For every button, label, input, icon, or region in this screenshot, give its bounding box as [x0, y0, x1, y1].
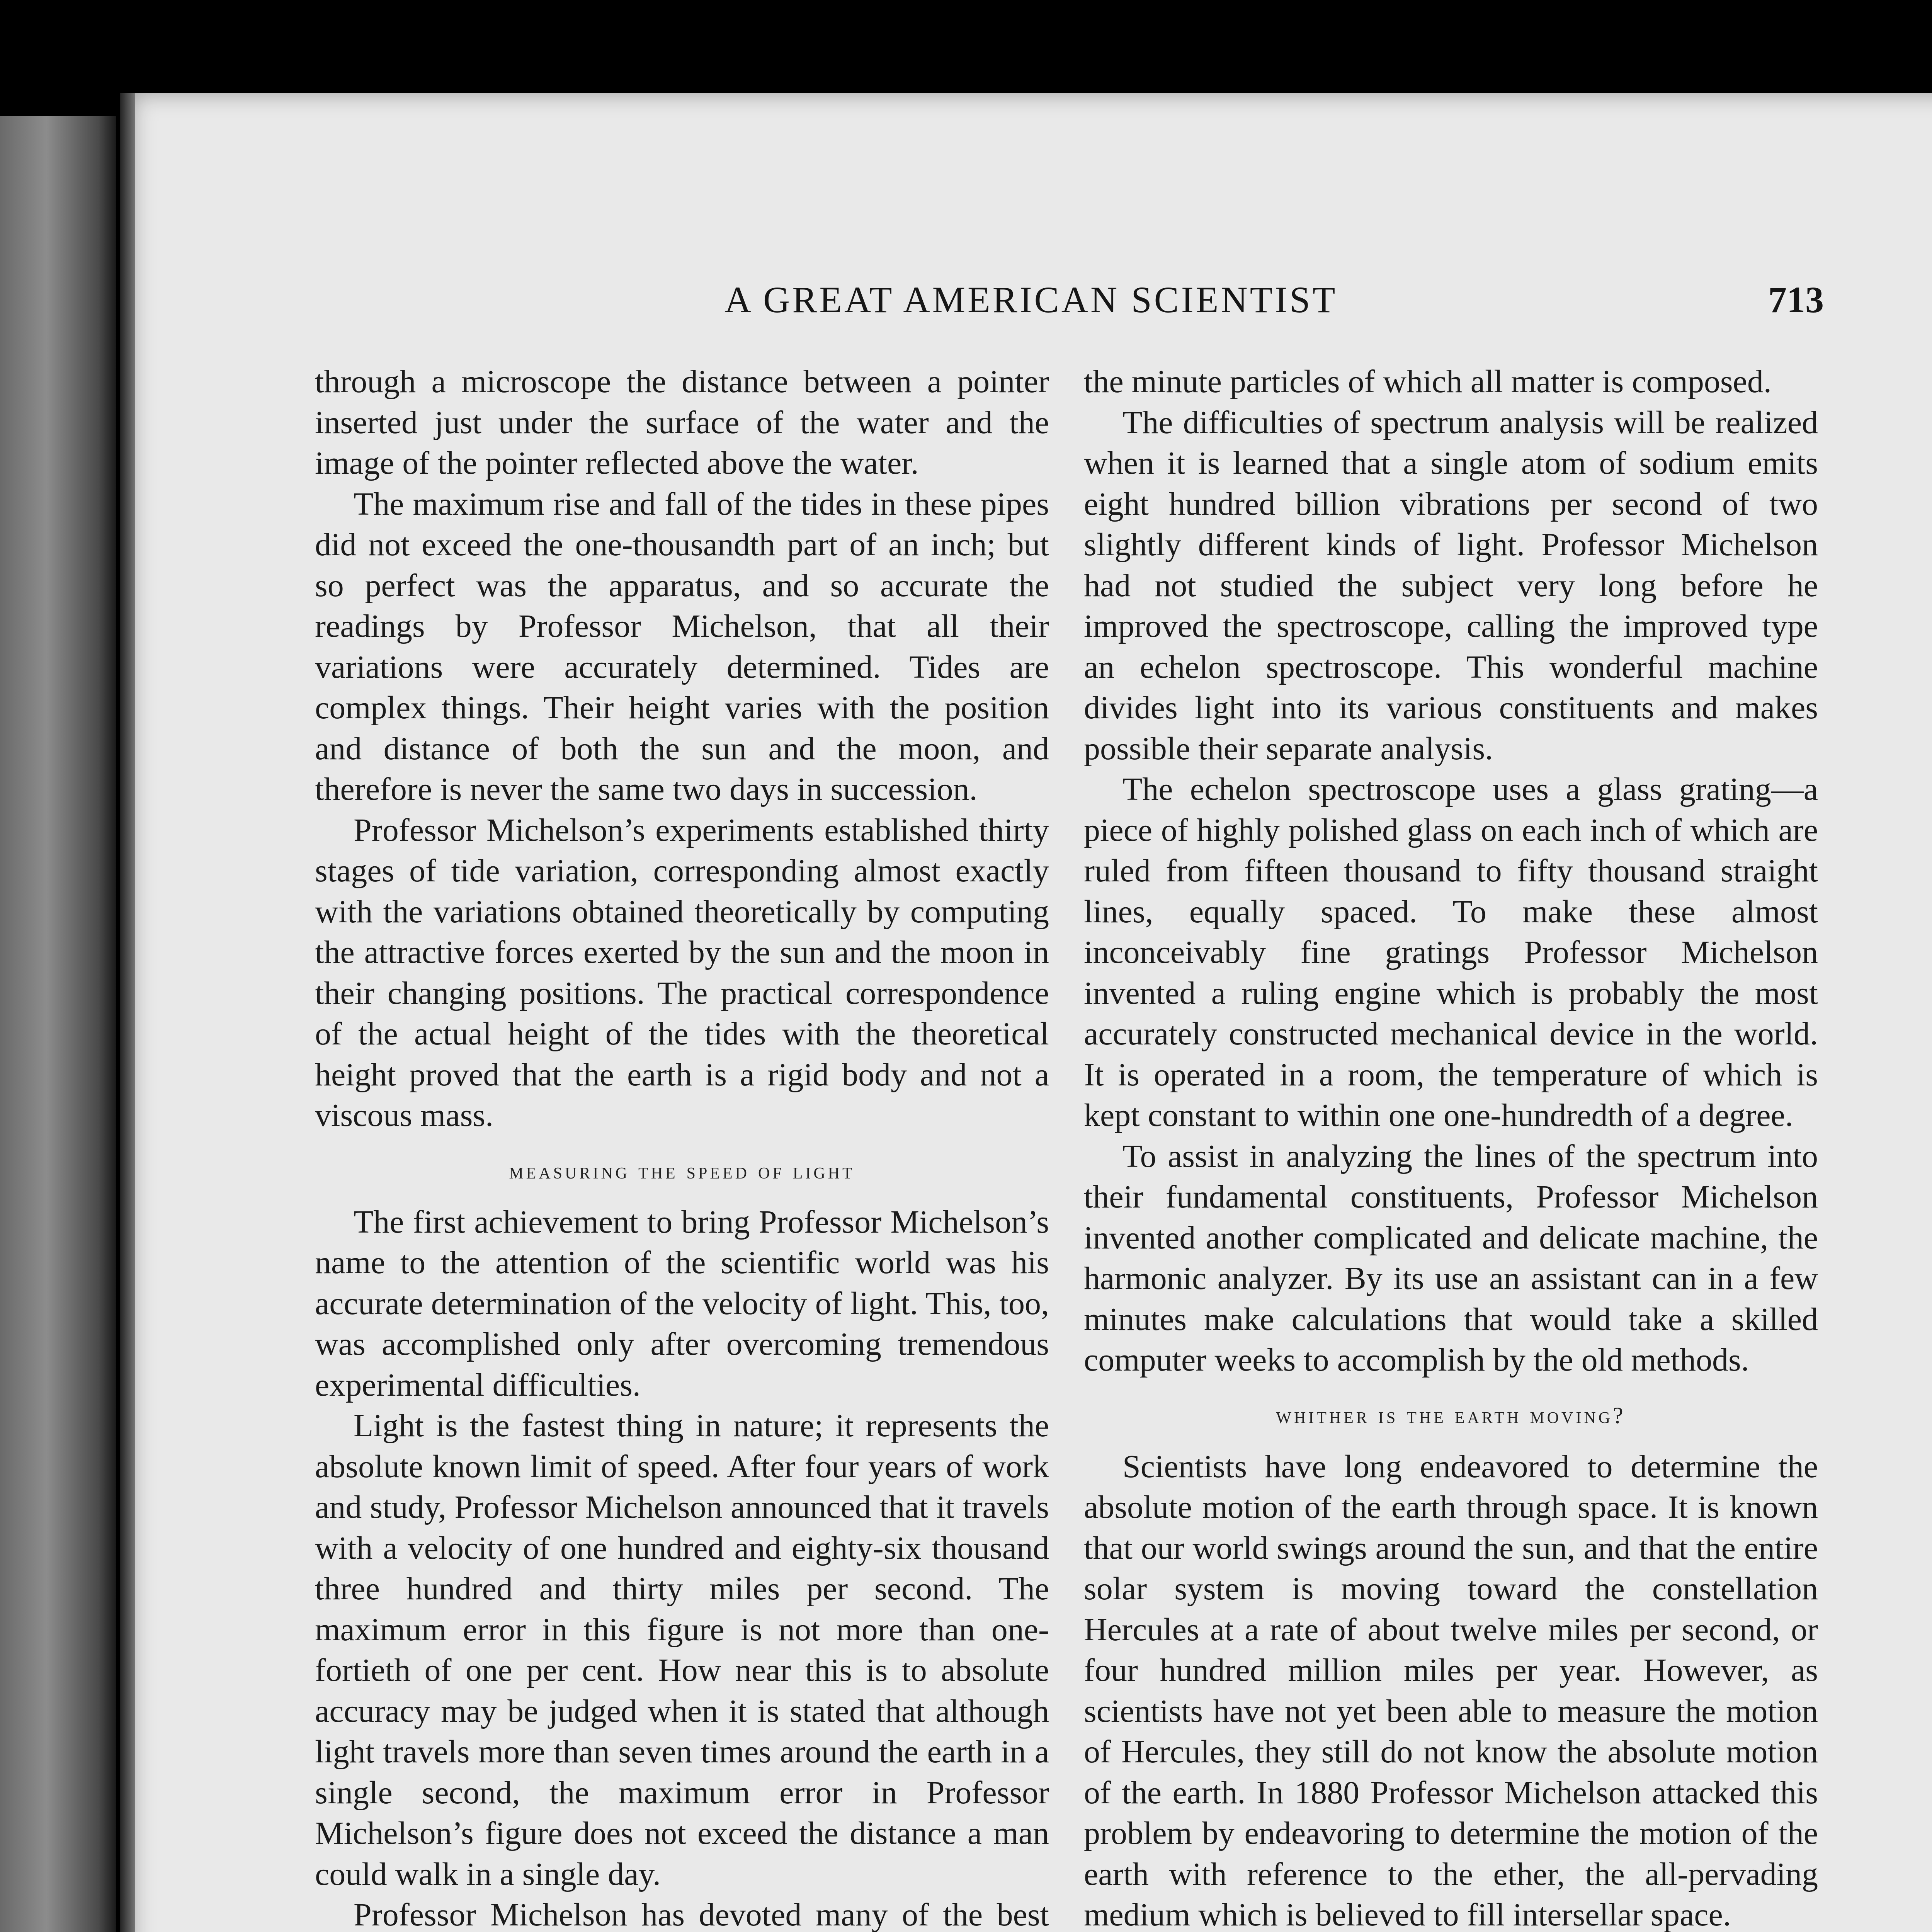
running-title: A GREAT AMERICAN SCIENTIST: [724, 279, 1338, 320]
paragraph: the minute particles of which all matter is composed.: [1084, 364, 1772, 400]
paragraph: Light is the fastest thing in nature; it represents the absolute known limit of speed. After four years of work and study, Professor Michelson announced that it travels with a velocity of one hundred and eighty-six thousand three hundred and thirty miles per second. The maximum error in this figure is not more than one-fortieth of one per cent. How near this is to absolute accuracy may be judged when it is stated that although light travels more than seven times around the earth in a single second, the maximum error in Professor Michelson’s figure does not exceed the distance a man could walk in a single day.: [315, 1408, 1049, 1892]
paragraph: Professor Michelson’s experiments established thirty stages of tide variation, corresponding almost exactly with the variations obtained theoretically by computing the attractive forces exerted by the sun and the moon in their changing positions. The practical correspondence of the actual height of the tides with the theoretical height proved that the earth is a rigid body and not a viscous mass.: [315, 812, 1049, 1133]
page-number: 713: [1768, 279, 1824, 320]
page-gutter-shadow: [120, 93, 135, 1932]
running-head: [317, 278, 1824, 325]
paragraph: The maximum rise and fall of the tides in these pipes did not exceed the one-thousandth part of an inch; but so perfect was the apparatus, and so accurate the readings by Professor Michelson, that all their variations were accurately determined. Tides are complex things. Their height varies with the position and distance of both the sun and the moon, and therefore is never the same two days in succession.: [315, 486, 1049, 807]
paragraph: To assist in analyzing the lines of the spectrum into their fundamental constituents, Professor Michelson invented another complicated and delicate machine, the harmonic analyzer. By its use an assistant can in a few minutes make calculations that would take a skilled computer weeks to accomplish by the old methods.: [1084, 1138, 1818, 1378]
paragraph: The echelon spectroscope uses a glass grating—a piece of highly polished glass on each inch of which are ruled from fifteen thousand to fifty thousand straight lines, equally spaced. To make these almost inconceivably fine gratings Professor Michelson invented a ruling engine which is probably the most accurately constructed mechanical device in the world. It is operated in a room, the temperature of which is kept constant to within one one-hundredth of a degree.: [1084, 771, 1818, 1133]
paragraph: The first achievement to bring Professor Michelson’s name to the attention of the scientific world was his accurate determination of the velocity of light. This, too, was accomplished only after overcoming tremendous experimental difficulties.: [315, 1204, 1049, 1403]
previous-page-edge: [0, 116, 116, 1932]
left-column: [315, 361, 1049, 1932]
right-column: [1084, 361, 1818, 1932]
paragraph: The difficulties of spectrum analysis will be realized when it is learned that a single atom of sodium emits eight hundred billion vibrations per second of two slightly different kinds of light. Professor Michelson had not studied the subject very long before he improved the spectroscope, calling the improved type an echelon spectroscope. This wonderful machine divides light into its various constituents and makes possible their separate analysis.: [1084, 404, 1818, 767]
paragraph: through a microscope the distance between a pointer inserted just under the surface of the water and the image of the pointer reflected above the water.: [315, 364, 1049, 481]
paragraph: Professor Michelson has devoted many of the best: [354, 1897, 1049, 1932]
section-heading: measuring the speed of light: [509, 1158, 855, 1184]
section-heading: whither is the earth moving?: [1276, 1402, 1626, 1428]
paragraph: Scientists have long endeavored to determine the absolute motion of the earth through space. It is known that our world swings around the sun, and that the entire solar system is moving toward the constellation Hercules at a rate of about twelve miles per second, or four hundred million miles per year. However, as scientists have not yet been able to measure the motion of Hercules, they still do not know the absolute motion of the earth. In 1880 Professor Michelson attacked this problem by endeavoring to determine the motion of the earth with reference to the ether, the all-pervading medium which is believed to fill intersellar space.: [1084, 1448, 1818, 1932]
